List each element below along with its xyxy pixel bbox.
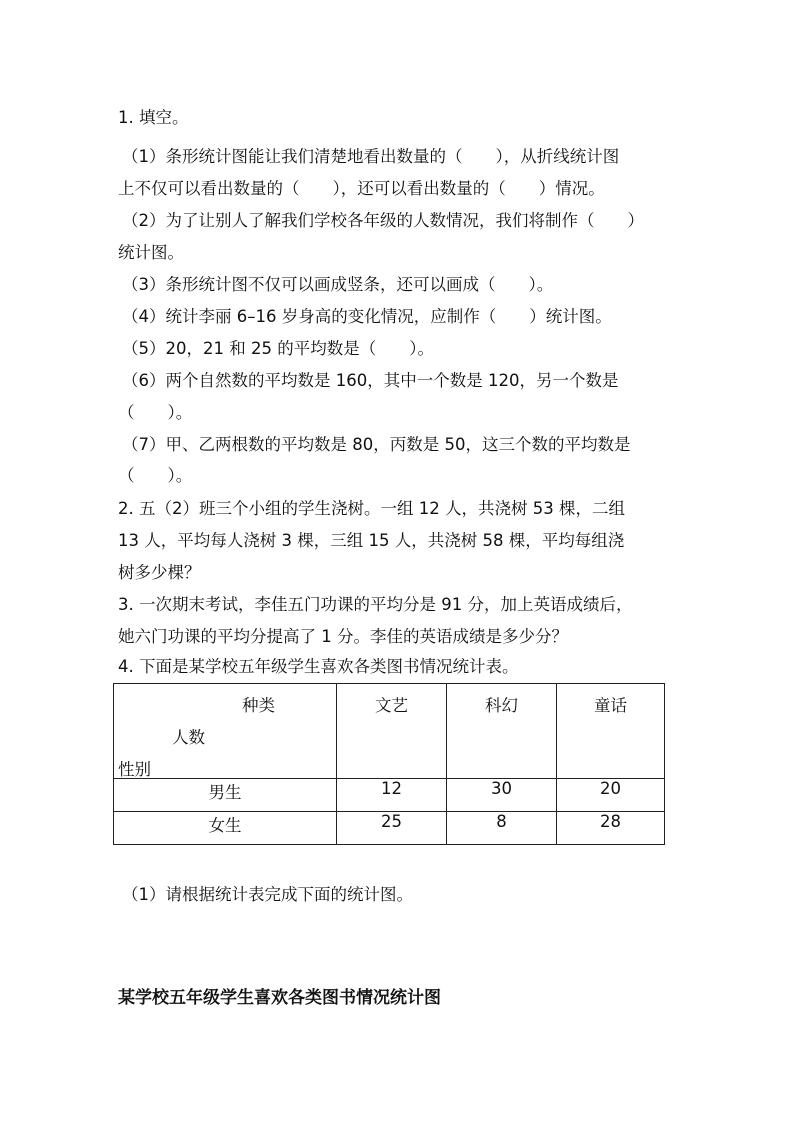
table-corner-header (114, 684, 337, 779)
question-1-6-line-1: （6）两个自然数的平均数是 160，其中一个数是 120，另一个数是 (122, 371, 619, 390)
row-label-boys: 男生 (114, 779, 337, 812)
column-header-scifi: 科幻 (447, 684, 557, 779)
table-cell: 12 (337, 779, 447, 812)
question-2-line-3: 树多少棵？ (118, 563, 201, 582)
question-1-1-line-2: 上不仅可以看出数量的（ ），还可以看出数量的（ ）情况。 (118, 179, 605, 198)
table-cell: 8 (447, 812, 557, 845)
column-header-fairytale: 童话 (557, 684, 665, 779)
table-cell: 28 (557, 812, 665, 845)
chart-title: 某学校五年级学生喜欢各类图书情况统计图 (118, 988, 441, 1008)
question-2-line-1: 2. 五（2）班三个小组的学生浇树。一组 12 人，共浇树 53 棵，二组 (118, 499, 625, 518)
table-row (114, 779, 665, 812)
table-cell: 25 (337, 812, 447, 845)
row-label-girls: 女生 (114, 812, 337, 845)
table-row (114, 812, 665, 845)
table-cell: 20 (557, 779, 665, 812)
question-2-line-2: 13 人，平均每人浇树 3 棵，三组 15 人，共浇树 58 棵，平均每组浇 (118, 531, 625, 550)
question-3-line-2: 她六门功课的平均分提高了 1 分。李佳的英语成绩是多少分？ (118, 627, 568, 646)
question-1-2-line-1: （2）为了让别人了解我们学校各年级的人数情况，我们将制作（ ） (122, 211, 644, 230)
corner-label-gender: 性别 (118, 760, 151, 779)
question-1-3: （3）条形统计图不仅可以画成竖条，还可以画成（ ）。 (122, 275, 554, 294)
column-header-arts: 文艺 (337, 684, 447, 779)
corner-label-count: 人数 (172, 728, 205, 747)
question-1-5: （5）20，21 和 25 的平均数是（ ）。 (122, 339, 434, 358)
statistics-table (113, 683, 665, 845)
question-4-1: （1）请根据统计表完成下面的统计图。 (122, 885, 413, 904)
question-1-7-line-2: （ ）。 (118, 466, 193, 485)
question-1-6-line-2: （ ）。 (118, 403, 193, 422)
table-header-row (114, 684, 665, 779)
question-1-7-line-1: （7）甲、乙两根数的平均数是 80，丙数是 50，这三个数的平均数是 (122, 435, 631, 454)
question-1-4: （4）统计李丽 6–16 岁身高的变化情况，应制作（ ）统计图。 (122, 307, 612, 326)
question-1-1-line-1: （1）条形统计图能让我们清楚地看出数量的（ ），从折线统计图 (122, 147, 620, 166)
question-4-heading: 4. 下面是某学校五年级学生喜欢各类图书情况统计表。 (118, 657, 519, 676)
question-1-2-line-2: 统计图。 (118, 243, 184, 262)
table-cell: 30 (447, 779, 557, 812)
corner-label-category: 种类 (242, 696, 275, 715)
question-3-line-1: 3. 一次期末考试，李佳五门功课的平均分是 91 分，加上英语成绩后， (118, 595, 633, 614)
question-1-heading: 1. 填空。 (118, 108, 189, 127)
